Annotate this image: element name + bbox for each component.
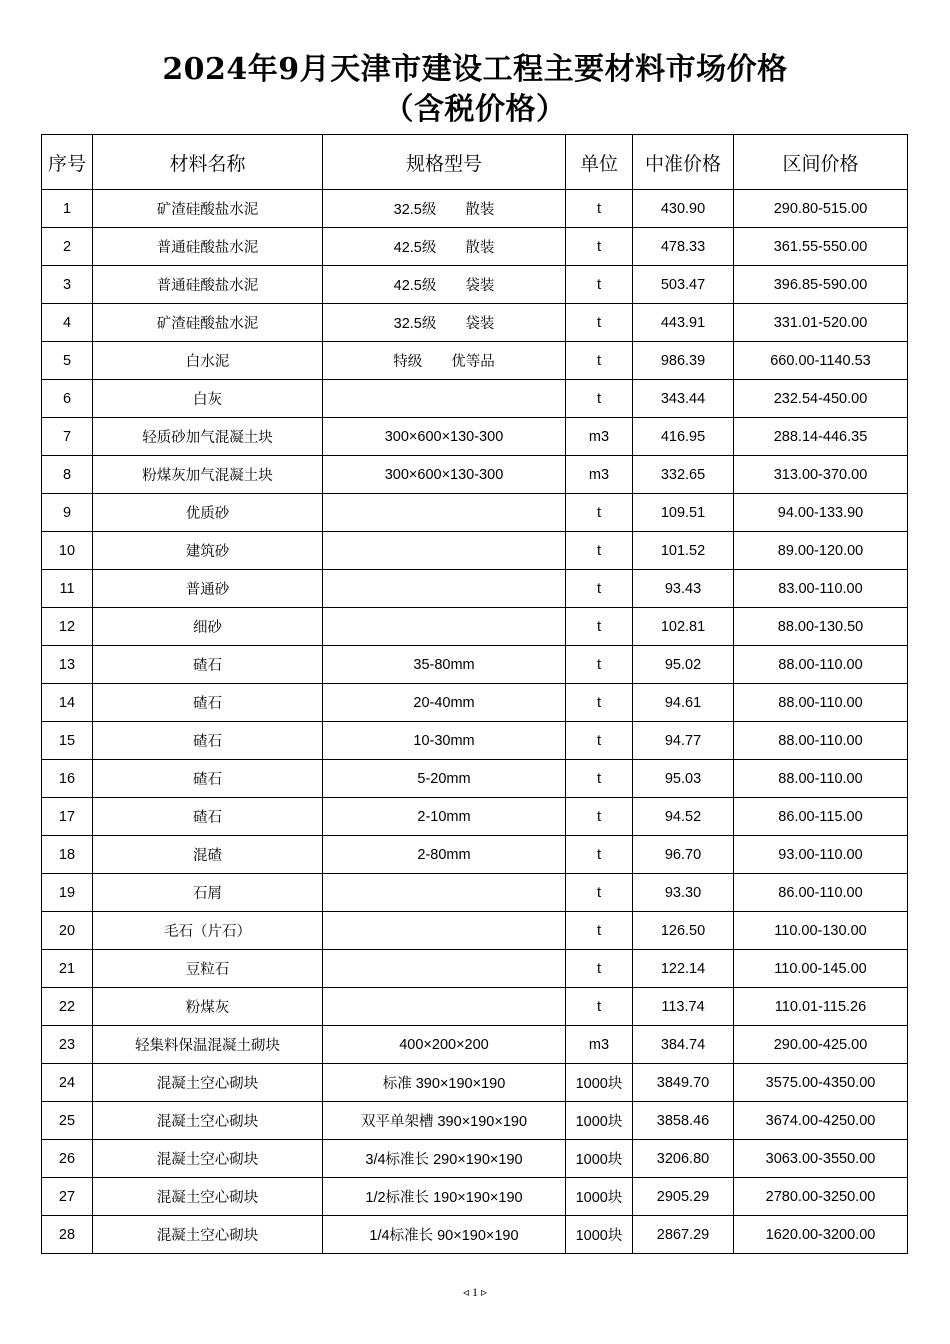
cell-unit: t	[566, 722, 633, 760]
cell-material-name: 粉煤灰加气混凝土块	[93, 456, 323, 494]
cell-unit: t	[566, 912, 633, 950]
table-row	[42, 646, 908, 684]
table-row	[42, 684, 908, 722]
table-row	[42, 1102, 908, 1140]
cell-spec: 42.5级 袋装	[323, 266, 566, 304]
cell-mid-price: 102.81	[633, 608, 734, 646]
cell-material-name: 轻质砂加气混凝土块	[93, 418, 323, 456]
cell-row-index: 17	[42, 798, 93, 836]
table-row	[42, 1064, 908, 1102]
table-row	[42, 1140, 908, 1178]
cell-unit: t	[566, 570, 633, 608]
cell-spec: 特级 优等品	[323, 342, 566, 380]
cell-spec	[323, 912, 566, 950]
cell-row-index: 1	[42, 190, 93, 228]
column-header-spec: 规格型号	[323, 135, 566, 190]
table-row	[42, 950, 908, 988]
cell-material-name: 轻集料保温混凝土砌块	[93, 1026, 323, 1064]
page-title: 2024年9月天津市建设工程主要材料市场价格	[162, 52, 788, 87]
table-row	[42, 418, 908, 456]
table-row	[42, 1216, 908, 1254]
table-body	[42, 190, 908, 1254]
cell-mid-price: 95.03	[633, 760, 734, 798]
cell-row-index: 16	[42, 760, 93, 798]
cell-row-index: 20	[42, 912, 93, 950]
cell-unit: t	[566, 798, 633, 836]
cell-spec: 300×600×130-300	[323, 456, 566, 494]
cell-material-name: 碴石	[93, 760, 323, 798]
table-row	[42, 304, 908, 342]
cell-unit: t	[566, 608, 633, 646]
cell-mid-price: 478.33	[633, 228, 734, 266]
page-subtitle: （含税价格）	[383, 92, 567, 127]
cell-row-index: 15	[42, 722, 93, 760]
column-header-material-name: 材料名称	[93, 135, 323, 190]
cell-mid-price: 416.95	[633, 418, 734, 456]
cell-mid-price: 2867.29	[633, 1216, 734, 1254]
cell-mid-price: 113.74	[633, 988, 734, 1026]
cell-material-name: 混凝土空心砌块	[93, 1216, 323, 1254]
cell-material-name: 矿渣硅酸盐水泥	[93, 304, 323, 342]
cell-unit: t	[566, 646, 633, 684]
cell-material-name: 混凝土空心砌块	[93, 1102, 323, 1140]
cell-mid-price: 94.61	[633, 684, 734, 722]
cell-spec: 1/4标准长 90×190×190	[323, 1216, 566, 1254]
cell-unit: 1000块	[566, 1178, 633, 1216]
cell-row-index: 6	[42, 380, 93, 418]
table-row	[42, 988, 908, 1026]
cell-material-name: 毛石（片石）	[93, 912, 323, 950]
cell-unit: t	[566, 684, 633, 722]
table-row	[42, 190, 908, 228]
cell-material-name: 普通硅酸盐水泥	[93, 228, 323, 266]
cell-price-range: 288.14-446.35	[734, 418, 908, 456]
cell-spec: 标准 390×190×190	[323, 1064, 566, 1102]
cell-row-index: 4	[42, 304, 93, 342]
cell-spec: 32.5级 袋装	[323, 304, 566, 342]
cell-spec: 2-10mm	[323, 798, 566, 836]
cell-material-name: 混凝土空心砌块	[93, 1064, 323, 1102]
column-header-unit: 单位	[566, 135, 633, 190]
column-header-price-range: 区间价格	[734, 135, 908, 190]
cell-material-name: 白水泥	[93, 342, 323, 380]
cell-mid-price: 384.74	[633, 1026, 734, 1064]
cell-material-name: 普通砂	[93, 570, 323, 608]
cell-mid-price: 94.77	[633, 722, 734, 760]
table-header	[42, 135, 908, 190]
cell-mid-price: 96.70	[633, 836, 734, 874]
cell-unit: m3	[566, 1026, 633, 1064]
cell-spec: 5-20mm	[323, 760, 566, 798]
cell-spec: 400×200×200	[323, 1026, 566, 1064]
cell-price-range: 1620.00-3200.00	[734, 1216, 908, 1254]
cell-price-range: 313.00-370.00	[734, 456, 908, 494]
cell-material-name: 碴石	[93, 798, 323, 836]
cell-price-range: 83.00-110.00	[734, 570, 908, 608]
cell-material-name: 碴石	[93, 646, 323, 684]
cell-material-name: 优质砂	[93, 494, 323, 532]
cell-price-range: 660.00-1140.53	[734, 342, 908, 380]
cell-row-index: 25	[42, 1102, 93, 1140]
cell-unit: 1000块	[566, 1140, 633, 1178]
cell-unit: t	[566, 380, 633, 418]
cell-mid-price: 101.52	[633, 532, 734, 570]
cell-spec: 10-30mm	[323, 722, 566, 760]
table-row	[42, 570, 908, 608]
cell-mid-price: 430.90	[633, 190, 734, 228]
cell-material-name: 混凝土空心砌块	[93, 1178, 323, 1216]
cell-spec	[323, 874, 566, 912]
cell-unit: t	[566, 760, 633, 798]
cell-material-name: 豆粒石	[93, 950, 323, 988]
cell-mid-price: 109.51	[633, 494, 734, 532]
cell-spec	[323, 570, 566, 608]
cell-unit: t	[566, 304, 633, 342]
cell-row-index: 23	[42, 1026, 93, 1064]
cell-material-name: 细砂	[93, 608, 323, 646]
cell-price-range: 232.54-450.00	[734, 380, 908, 418]
cell-spec	[323, 532, 566, 570]
cell-row-index: 12	[42, 608, 93, 646]
cell-material-name: 石屑	[93, 874, 323, 912]
cell-mid-price: 343.44	[633, 380, 734, 418]
table-row	[42, 874, 908, 912]
table-row	[42, 836, 908, 874]
cell-price-range: 88.00-110.00	[734, 760, 908, 798]
cell-price-range: 331.01-520.00	[734, 304, 908, 342]
cell-spec: 35-80mm	[323, 646, 566, 684]
column-header-mid-price: 中准价格	[633, 135, 734, 190]
cell-price-range: 86.00-110.00	[734, 874, 908, 912]
table-row	[42, 760, 908, 798]
table-row	[42, 912, 908, 950]
cell-price-range: 110.00-130.00	[734, 912, 908, 950]
cell-price-range: 88.00-110.00	[734, 684, 908, 722]
price-table	[41, 134, 908, 1254]
cell-mid-price: 986.39	[633, 342, 734, 380]
cell-row-index: 7	[42, 418, 93, 456]
cell-material-name: 混凝土空心砌块	[93, 1140, 323, 1178]
cell-material-name: 混碴	[93, 836, 323, 874]
cell-price-range: 88.00-110.00	[734, 646, 908, 684]
cell-material-name: 建筑砂	[93, 532, 323, 570]
cell-row-index: 10	[42, 532, 93, 570]
cell-unit: m3	[566, 418, 633, 456]
table-row	[42, 532, 908, 570]
cell-material-name: 白灰	[93, 380, 323, 418]
cell-spec: 42.5级 散装	[323, 228, 566, 266]
cell-row-index: 22	[42, 988, 93, 1026]
cell-row-index: 8	[42, 456, 93, 494]
cell-row-index: 3	[42, 266, 93, 304]
cell-spec	[323, 950, 566, 988]
cell-price-range: 89.00-120.00	[734, 532, 908, 570]
cell-mid-price: 503.47	[633, 266, 734, 304]
cell-row-index: 13	[42, 646, 93, 684]
cell-mid-price: 2905.29	[633, 1178, 734, 1216]
page-number: ◃ 1 ▹	[462, 1285, 488, 1299]
cell-price-range: 290.80-515.00	[734, 190, 908, 228]
cell-unit: 1000块	[566, 1216, 633, 1254]
cell-spec: 1/2标准长 190×190×190	[323, 1178, 566, 1216]
cell-row-index: 24	[42, 1064, 93, 1102]
cell-price-range: 361.55-550.00	[734, 228, 908, 266]
cell-mid-price: 94.52	[633, 798, 734, 836]
cell-mid-price: 122.14	[633, 950, 734, 988]
cell-mid-price: 3206.80	[633, 1140, 734, 1178]
cell-price-range: 86.00-115.00	[734, 798, 908, 836]
cell-row-index: 9	[42, 494, 93, 532]
cell-material-name: 粉煤灰	[93, 988, 323, 1026]
cell-price-range: 88.00-110.00	[734, 722, 908, 760]
cell-unit: t	[566, 342, 633, 380]
cell-spec	[323, 380, 566, 418]
table-row	[42, 494, 908, 532]
cell-row-index: 26	[42, 1140, 93, 1178]
cell-spec: 双平单架槽 390×190×190	[323, 1102, 566, 1140]
cell-price-range: 94.00-133.90	[734, 494, 908, 532]
cell-price-range: 88.00-130.50	[734, 608, 908, 646]
cell-price-range: 3063.00-3550.00	[734, 1140, 908, 1178]
cell-price-range: 396.85-590.00	[734, 266, 908, 304]
cell-row-index: 18	[42, 836, 93, 874]
cell-mid-price: 126.50	[633, 912, 734, 950]
cell-unit: t	[566, 228, 633, 266]
cell-price-range: 93.00-110.00	[734, 836, 908, 874]
cell-mid-price: 332.65	[633, 456, 734, 494]
cell-material-name: 普通硅酸盐水泥	[93, 266, 323, 304]
cell-mid-price: 93.30	[633, 874, 734, 912]
cell-unit: t	[566, 266, 633, 304]
table-row	[42, 798, 908, 836]
cell-spec	[323, 608, 566, 646]
table-row	[42, 1178, 908, 1216]
cell-unit: t	[566, 494, 633, 532]
table-row	[42, 228, 908, 266]
cell-price-range: 2780.00-3250.00	[734, 1178, 908, 1216]
cell-spec	[323, 494, 566, 532]
cell-spec: 300×600×130-300	[323, 418, 566, 456]
cell-price-range: 110.01-115.26	[734, 988, 908, 1026]
table-row	[42, 608, 908, 646]
table-row	[42, 1026, 908, 1064]
cell-mid-price: 3849.70	[633, 1064, 734, 1102]
cell-row-index: 5	[42, 342, 93, 380]
cell-row-index: 2	[42, 228, 93, 266]
table-row	[42, 722, 908, 760]
cell-row-index: 14	[42, 684, 93, 722]
cell-price-range: 3674.00-4250.00	[734, 1102, 908, 1140]
table-row	[42, 266, 908, 304]
cell-material-name: 碴石	[93, 684, 323, 722]
cell-unit: 1000块	[566, 1102, 633, 1140]
cell-row-index: 27	[42, 1178, 93, 1216]
cell-unit: t	[566, 988, 633, 1026]
cell-mid-price: 443.91	[633, 304, 734, 342]
table-row	[42, 456, 908, 494]
cell-spec: 20-40mm	[323, 684, 566, 722]
cell-price-range: 3575.00-4350.00	[734, 1064, 908, 1102]
cell-spec	[323, 988, 566, 1026]
table-row	[42, 380, 908, 418]
cell-spec: 3/4标准长 290×190×190	[323, 1140, 566, 1178]
cell-spec: 32.5级 散装	[323, 190, 566, 228]
cell-material-name: 碴石	[93, 722, 323, 760]
cell-unit: t	[566, 950, 633, 988]
cell-mid-price: 95.02	[633, 646, 734, 684]
cell-unit: 1000块	[566, 1064, 633, 1102]
cell-row-index: 21	[42, 950, 93, 988]
cell-unit: t	[566, 836, 633, 874]
cell-unit: t	[566, 874, 633, 912]
cell-material-name: 矿渣硅酸盐水泥	[93, 190, 323, 228]
table-row	[42, 342, 908, 380]
cell-row-index: 11	[42, 570, 93, 608]
cell-spec: 2-80mm	[323, 836, 566, 874]
cell-mid-price: 93.43	[633, 570, 734, 608]
cell-unit: t	[566, 190, 633, 228]
column-header-index: 序号	[42, 135, 93, 190]
cell-unit: t	[566, 532, 633, 570]
cell-mid-price: 3858.46	[633, 1102, 734, 1140]
cell-unit: m3	[566, 456, 633, 494]
cell-row-index: 28	[42, 1216, 93, 1254]
cell-price-range: 110.00-145.00	[734, 950, 908, 988]
cell-price-range: 290.00-425.00	[734, 1026, 908, 1064]
cell-row-index: 19	[42, 874, 93, 912]
